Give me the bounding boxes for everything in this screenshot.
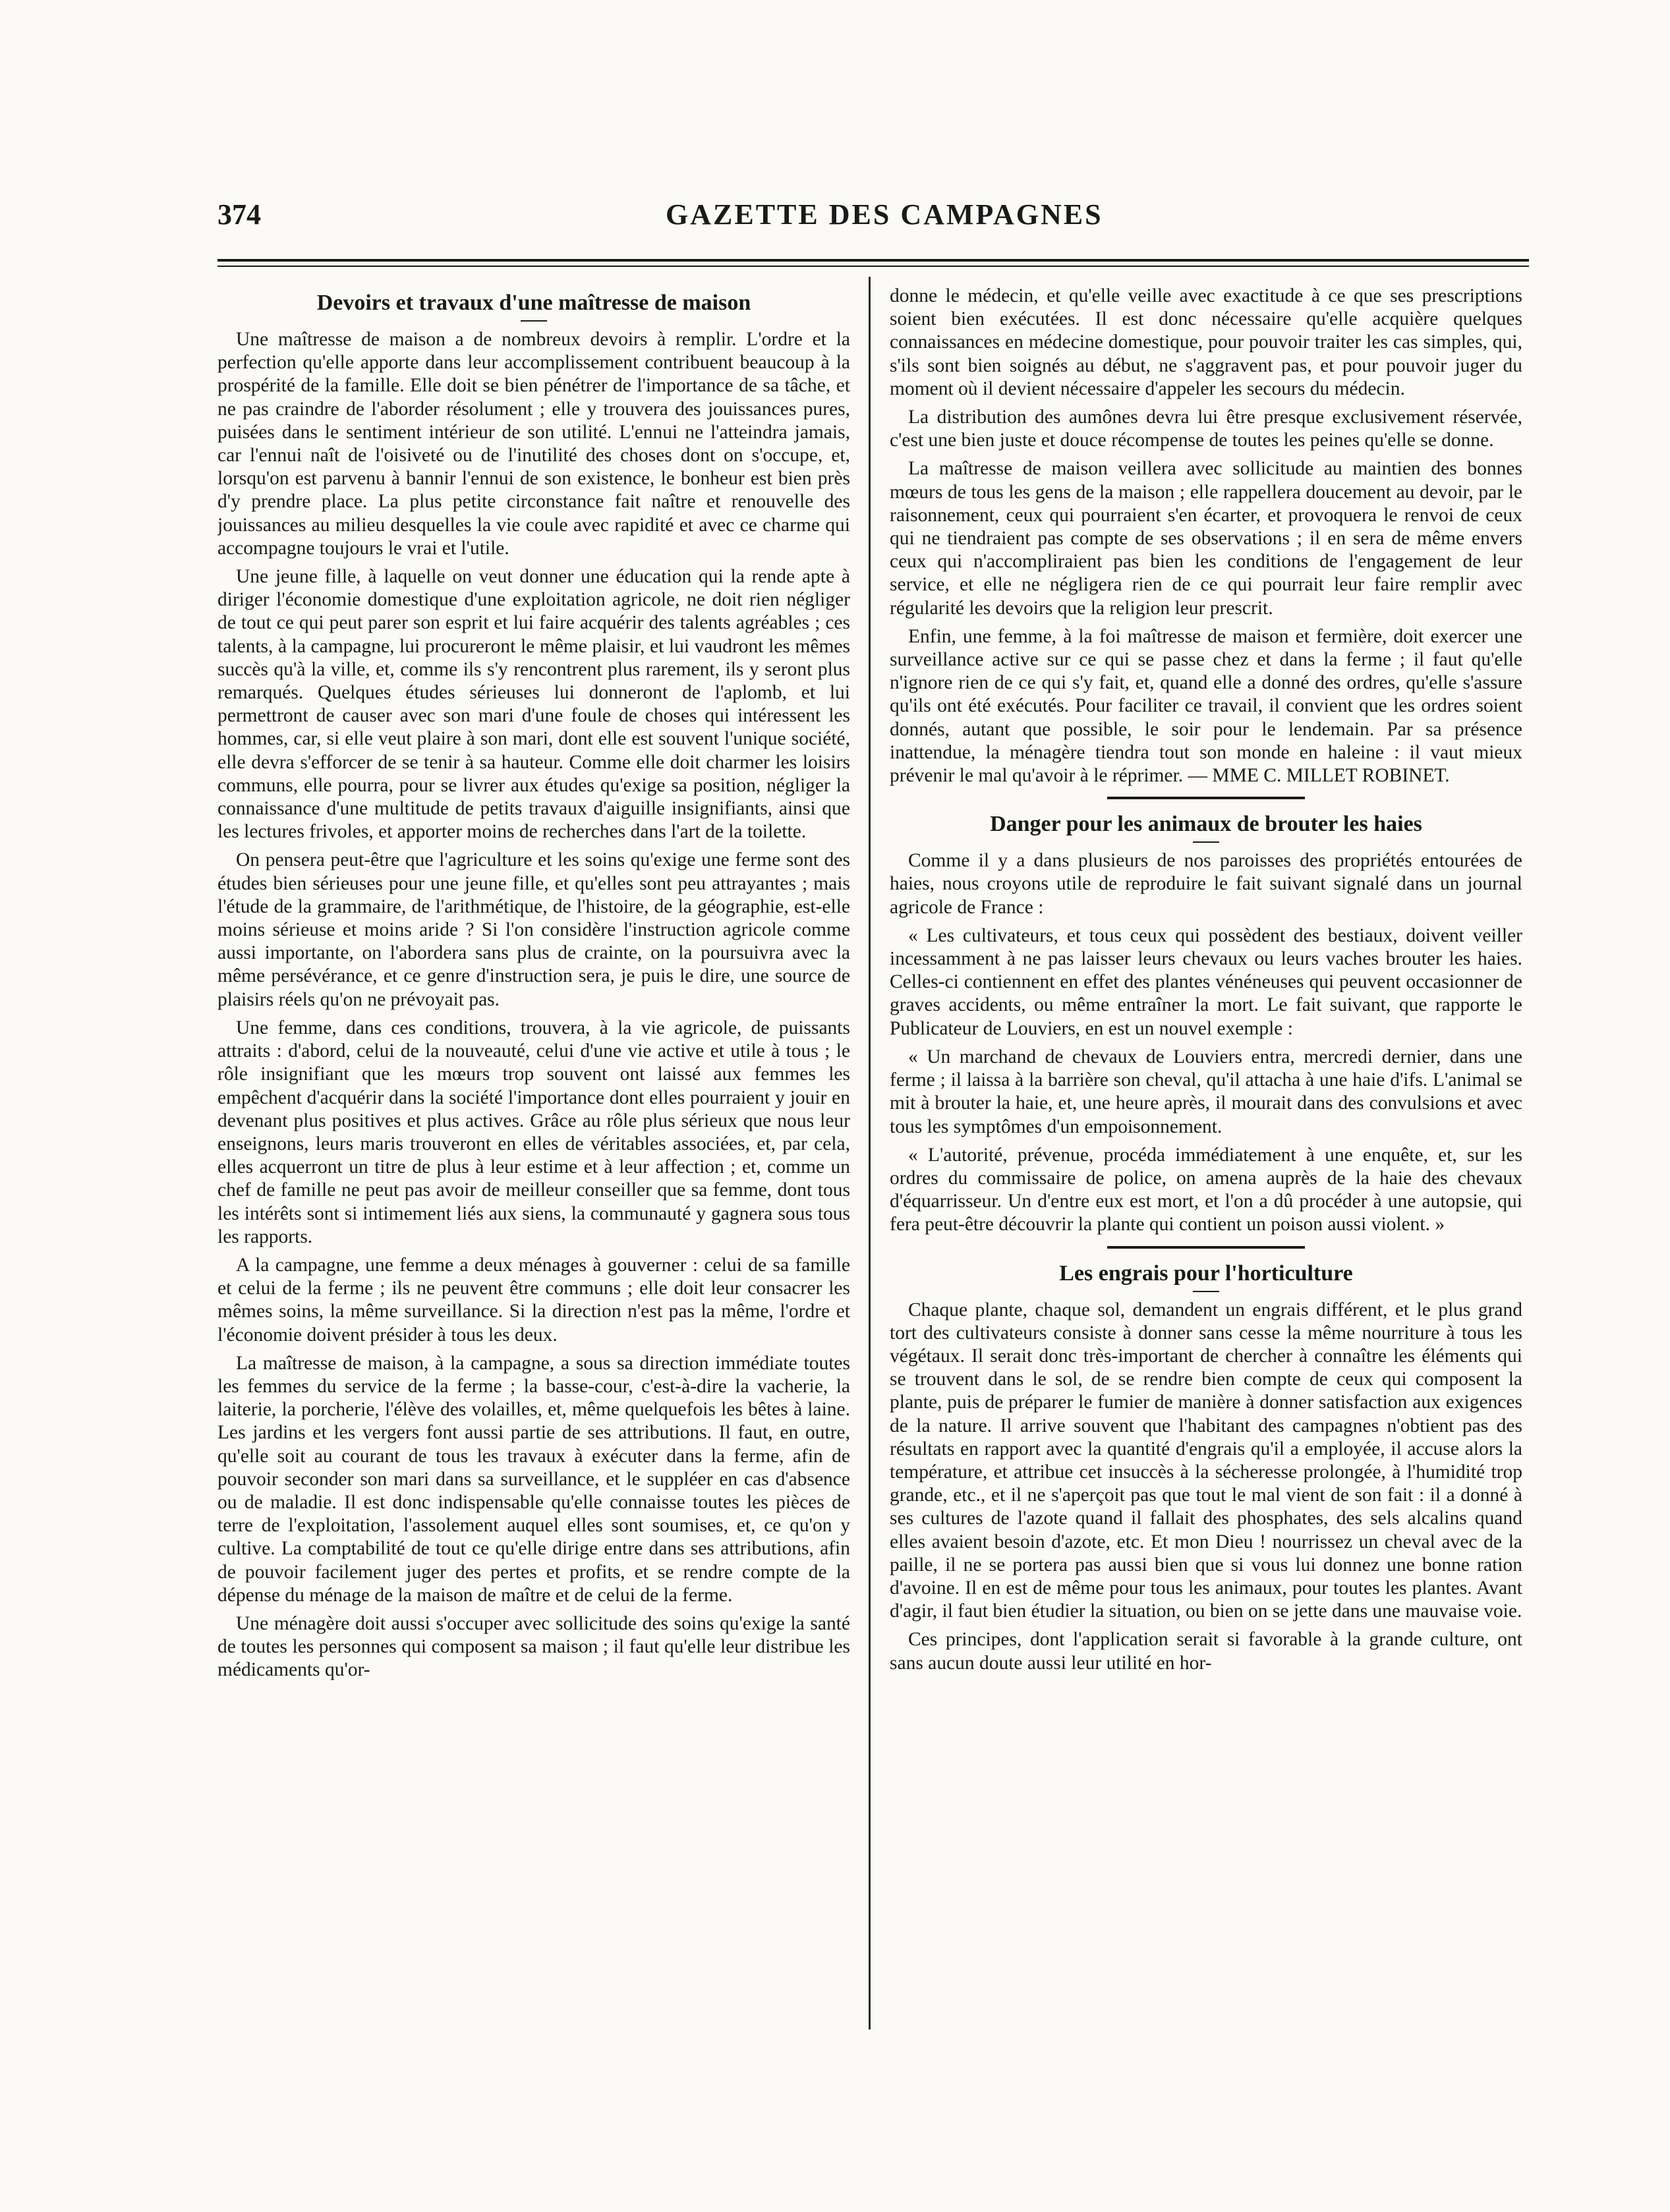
paragraph: Ces principes, dont l'application serait si favorable à la grande culture, ont sans aucun doute aussi leur utilité en hor-	[890, 1629, 1522, 1674]
paragraph: Comme il y a dans plusieurs de nos paroisses des propriétés entourées de haies, nous croyons utile de reproduire le fait suivant signalé dans un journal agricole de France :	[890, 850, 1522, 918]
title-dash	[1193, 1291, 1219, 1292]
paragraph: donne le médecin, et qu'elle veille avec exactitude à ce que ses prescriptions soient bien exécutées. Il est donc nécessaire qu'elle acquière quelques connaissances en médecine domestique, pour pouvoir traiter les cas simples, qui, s'ils sont bien soignés au début, ne s'aggravent pas, et pour pouvoir juger du moment où il devient nécessaire d'appeler les secours du médecin.	[890, 285, 1522, 399]
paragraph: On pensera peut-être que l'agriculture et les soins qu'exige une ferme sont des études bien sérieuses pour une jeune fille, et qu'elles sont peu attrayantes ; mais l'étude de la grammaire, de l'arithmétique, de l'histoire, de la géographie, est-elle moins sérieuse et moins aride ? Si l'on considère l'instruction agricole comme aussi importante, on l'abordera sans plus de crainte, on la poursuivra avec la même persévérance, et ce genre d'instruction sera, je puis le dire, une source de plaisirs réels qu'on ne prévoyait pas.	[217, 849, 850, 1010]
page-header	[217, 198, 1529, 244]
article-title-engrais: Les engrais pour l'horticulture	[1059, 1261, 1353, 1286]
right-column	[890, 285, 1522, 2024]
header-rule-thin	[217, 266, 1529, 267]
article-title-danger: Danger pour les animaux de brouter les haies	[990, 812, 1422, 837]
paragraph: Une maîtresse de maison a de nombreux devoirs à remplir. L'ordre et la perfection qu'elle apporte dans leur accomplissement contribuent beaucoup à la prospérité de la famille. Elle doit se bien pénétrer de l'importance de sa tâche, et ne pas craindre de l'aborder résolument ; elle y trouvera des jouissances pures, puisées dans le sentiment intérieur de son utilité. L'ennui ne l'atteindra jamais, car l'ennui naît de l'oisiveté ou de l'inutilité des choses dont on s'occupe, et, lorsqu'on est parvenu à bannir l'ennui de son existence, le bonheur est bien près d'y prendre place. La plus petite circonstance fait naître et renouvelle des jouissances au milieu desquelles la vie coule avec rapidité et avec ce charme qui accompagne toujours le vrai et l'utile.	[217, 329, 850, 559]
paragraph: La maîtresse de maison veillera avec sollicitude au maintien des bonnes mœurs de tous les gens de la maison ; elle rappellera doucement au devoir, par le raisonnement, ceux qui pourraient s'en écarter, et provoquera le renvoi de ceux qui ne tiendraient pas compte de ses observations ; il en sera de même envers ceux qui n'accompliraient pas bien les conditions de l'engagement de leur service, et elle ne négligera rien de ce qui pourrait leur faire remplir avec régularité les devoirs que la religion leur prescrit.	[890, 458, 1522, 619]
header-rule	[217, 259, 1529, 262]
journal-title: GAZETTE DES CAMPAGNES	[666, 198, 1103, 231]
paragraph: A la campagne, une femme a deux ménages à gouverner : celui de sa famille et celui de la ferme ; ils ne peuvent être communs ; elle doit leur consacrer les mêmes soins, la même surveillance. Si la direction n'est pas la même, l'ordre et l'économie doivent présider à tous les deux.	[217, 1254, 850, 1346]
paragraph: Une ménagère doit aussi s'occuper avec sollicitude des soins qu'exige la santé de toutes les personnes qui composent sa maison ; il faut qu'elle leur distribue les médicaments qu'or-	[217, 1612, 850, 1681]
paragraph: Une jeune fille, à laquelle on veut donner une éducation qui la rende apte à diriger l'économie domestique d'une exploitation agricole, ne doit rien négliger de tout ce qui peut parer son esprit et lui faire acquérir des talents agréables ; ces talents, à la campagne, lui procureront le même plaisir, et lui vaudront les mêmes succès qu'à la ville, et, comme ils s'y rencontrent plus rarement, ils y seront plus remarqués. Quelques études sérieuses lui donneront de l'aplomb, et lui permettront de causer avec son mari d'une foule de choses qui intéressent les hommes, car, si elle veut plaire à son mari, dont elle est souvent l'unique société, elle devra s'efforcer de se tenir à sa hauteur. Comme elle doit charmer les loisirs communs, elle pourra, pour se livrer aux études qu'exige sa position, négliger la connaissance d'une multitude de petits travaux d'aiguille insignifiants, ainsi que les lectures frivoles, et apporter moins de recherches dans l'art de la toilette.	[217, 566, 850, 843]
section-separator	[1107, 1246, 1305, 1249]
paragraph: « Les cultivateurs, et tous ceux qui possèdent des bestiaux, doivent veiller incessamment à ne pas laisser leurs chevaux ou leurs vaches brouter les haies. Celles-ci contiennent en effet des plantes vénéneuses qui peuvent occasionner de graves accidents, ou même entraîner la mort. Le fait suivant, que rapporte le Publicateur de Louviers, en est un nouvel exemple :	[890, 924, 1522, 1039]
paragraph: Enfin, une femme, à la foi maîtresse de maison et fermière, doit exercer une surveillance active sur ce qui se passe chez et dans la ferme ; il faut qu'elle n'ignore rien de ce qui s'y fait, et, quand elle a donné des ordres, qu'elle s'assure qu'ils ont été exécutés. Pour faciliter ce travail, il convient que les ordres soient donnés, autant que possible, le soir pour le lendemain. Par sa présence inattendue, la ménagère tiendra tout son monde en haleine : il vaut mieux prévenir le mal qu'avoir à le réprimer. — MME C. MILLET ROBINET.	[890, 625, 1522, 787]
article-title-devoirs: Devoirs et travaux d'une maîtresse de maison	[316, 291, 751, 315]
page-number: 374	[217, 198, 261, 231]
title-dash	[1193, 841, 1219, 843]
paragraph: Chaque plante, chaque sol, demandent un engrais différent, et le plus grand tort des cultivateurs consiste à donner sans cesse la même nourriture à tous les végétaux. Il serait donc très-important de chercher à connaître les éléments qui se trouvent dans le sol, de se rendre bien compte de ceux qui composent la plante, puis de préparer le fumier de manière à donner satisfaction aux exigences de la nature. Il arrive souvent que l'habitant des campagnes n'obtient pas des résultats en rapport avec la quantité d'engrais qu'il a employée, il accuse alors la température, et attribue cet insuccès à la sécheresse prolongée, à l'humidité trop grande, etc., et il ne s'aperçoit pas que tout le mal vient de son fait : il a donné à ses cultures de l'azote quand il fallait des phosphates, des sels alcalins quand elles avaient besoin d'azote, etc. Et mon Dieu ! nourrissez un cheval avec de la paille, il ne se portera pas aussi bien que si vous lui donnez une bonne ration d'avoine. Il en est de même pour tous les animaux, pour toutes les plantes. Avant d'agir, il faut bien étudier la situation, ou bien on se jette dans une mauvaise voie.	[890, 1299, 1522, 1622]
paragraph: Une femme, dans ces conditions, trouvera, à la vie agricole, de puissants attraits : d'abord, celui de la nouveauté, celui d'une vie active et utile à tous ; le rôle insignifiant que les mœurs trop souvent ont laissé aux femmes les empêchent d'acquérir dans la société l'importance dont elles pourraient y jouir en devenant plus positives et plus actives. Grâce au rôle plus sérieux que nous leur enseignons, leurs maris trouveront en elles de véritables associées, et, par cela, elles acquerront un titre de plus à leur estime et à leur affection ; et, comme un chef de famille ne peut pas avoir de meilleur conseiller que sa femme, dont tous les intérêts sont si intimement liés aux siens, la communauté y gagnera sous tous les rapports.	[217, 1017, 850, 1247]
column-divider	[869, 277, 871, 2029]
left-column	[217, 285, 850, 2024]
title-dash	[521, 320, 547, 322]
paragraph: « L'autorité, prévenue, procéda immédiatement à une enquête, et, sur les ordres du commissaire de police, on amena auprès de la haie des chevaux d'équarrisseur. Un d'entre eux est mort, et l'on a dû procéder à une autopsie, qui fera peut-être découvrir la plante qui contient un poison aussi violent. »	[890, 1144, 1522, 1235]
section-separator	[1107, 797, 1305, 799]
paragraph: « Un marchand de chevaux de Louviers entra, mercredi dernier, dans une ferme ; il laissa à la barrière son cheval, qu'il attacha à une haie d'ifs. L'animal se mit à brouter la haie, et, une heure après, il mourait dans des convulsions et avec tous les symptômes d'un empoisonnement.	[890, 1046, 1522, 1137]
paragraph: La maîtresse de maison, à la campagne, a sous sa direction immédiate toutes les femmes du service de la ferme ; la basse-cour, c'est-à-dire la vacherie, la laiterie, la porcherie, l'élève des volailles, et, même quelquefois les bêtes à laine. Les jardins et les vergers font aussi partie de ses attributions. Il faut, en outre, qu'elle soit au courant de tous les travaux à exécuter dans la ferme, afin de pouvoir seconder son mari dans sa surveillance, et le suppléer en cas d'absence ou de maladie. Il est donc indispensable qu'elle connaisse toutes les pièces de terre de l'exploitation, l'assolement auquel elles sont soumises, et, ce qu'on y cultive. La comptabilité de tout ce qu'elle dirige entre dans ses attributions, afin de pouvoir facilement juger des pertes et profits, et se rendre compte de la dépense du ménage de la maison de maître et de celui de la ferme.	[217, 1352, 850, 1606]
paragraph: La distribution des aumônes devra lui être presque exclusivement réservée, c'est une bien juste et douce récompense de toutes les peines qu'elle se donne.	[890, 407, 1522, 451]
